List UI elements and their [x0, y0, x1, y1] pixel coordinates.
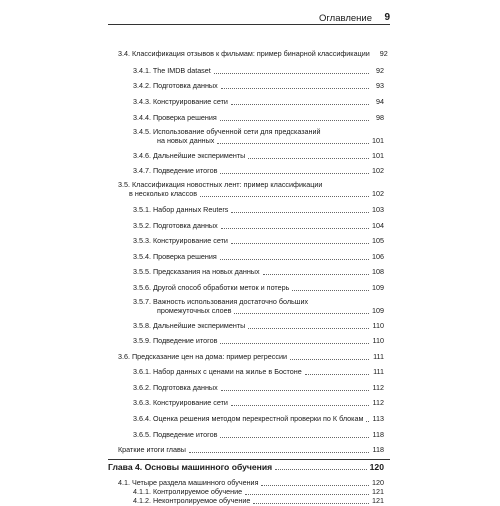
leader-dots	[220, 343, 369, 344]
toc-entry-3-5-7	[157, 307, 384, 316]
toc-label: 3.5.9. Подведение итогов	[133, 336, 218, 345]
toc-entry-3-6-3	[133, 399, 384, 408]
toc-label: 3.4.6. Дальнейшие эксперименты	[133, 151, 246, 160]
toc-entry-3-6-2	[133, 384, 384, 393]
toc-page: 110	[372, 321, 384, 330]
leader-dots	[292, 290, 369, 291]
toc-entry-3-6-5	[133, 431, 384, 440]
toc-page: 102	[372, 189, 384, 198]
leader-dots	[248, 328, 369, 329]
toc-label: 3.4.5. Использование обученной сети для предсказаний	[133, 127, 321, 136]
leader-dots	[263, 274, 369, 275]
toc-chapter-4	[108, 463, 384, 472]
leader-dots	[221, 88, 369, 89]
leader-dots	[217, 143, 369, 144]
toc-label: 3.5.7. Важность использования достаточно больших	[133, 297, 309, 306]
toc-page: 112	[372, 398, 384, 407]
toc-label: 3.6.4. Оценка решения методом перекрестной проверки по К блокам	[133, 414, 364, 423]
toc-label: 3.6.1. Набор данных с ценами на жилье в Бостоне	[133, 367, 302, 376]
leader-dots	[214, 73, 369, 74]
leader-dots	[220, 173, 369, 174]
toc-entry-summary	[118, 446, 384, 455]
toc-entry-3-5-2	[133, 222, 384, 231]
toc-entry-3-4-2	[133, 82, 384, 91]
toc-page: 92	[376, 66, 384, 75]
toc-page: 92	[379, 49, 388, 58]
leader-dots	[231, 212, 369, 213]
toc-entry-3-4-6	[133, 152, 384, 161]
toc-entry-3-4-3	[133, 98, 384, 107]
toc-label: 3.6.2. Подготовка данных	[133, 383, 218, 392]
toc-label: 3.4.3. Конструирование сети	[133, 97, 228, 106]
toc-label: промежуточных слоев	[157, 306, 232, 315]
leader-dots	[231, 405, 369, 406]
toc-page: 111	[373, 352, 384, 361]
toc-page: 112	[372, 383, 384, 392]
toc-label: 3.5.2. Подготовка данных	[133, 221, 218, 230]
toc-page: 113	[372, 414, 384, 423]
toc-page: 101	[372, 136, 384, 145]
toc-label: 3.4.4. Проверка решения	[133, 113, 217, 122]
toc-label: 4.1. Четыре раздела машинного обучения	[118, 478, 259, 487]
toc-page: 109	[372, 283, 384, 292]
toc-page: 118	[372, 445, 384, 454]
leader-dots	[275, 469, 366, 470]
toc-label: 3.5.4. Проверка решения	[133, 252, 217, 261]
toc-label: Краткие итоги главы	[118, 445, 186, 454]
leader-dots	[189, 452, 369, 453]
toc-label: 4.1.1. Контролируемое обучение	[133, 487, 243, 496]
toc-page: 109	[372, 306, 384, 315]
header-page-number: 9	[384, 12, 390, 23]
toc-label: 3.5.6. Другой способ обработки меток и потерь	[133, 283, 290, 292]
leader-dots	[200, 196, 369, 197]
toc-page: 105	[372, 236, 384, 245]
toc-entry-3-6-4	[133, 415, 384, 424]
leader-dots	[220, 259, 369, 260]
toc-entry-3-5	[129, 190, 384, 199]
toc-label: 3.6.3. Конструирование сети	[133, 398, 228, 407]
toc-page: 104	[372, 221, 384, 230]
chapter-divider	[108, 459, 390, 460]
toc-label: 3.4.1. The IMDB dataset	[133, 66, 211, 75]
toc-page: 108	[372, 267, 384, 276]
toc-entry-4-1-2	[133, 497, 384, 506]
leader-dots	[290, 359, 369, 360]
toc-page: 111	[373, 367, 384, 376]
toc-label: 3.6. Предсказание цен на дома: пример регрессии	[118, 352, 288, 361]
toc-label: в несколько классов	[129, 189, 198, 198]
toc-page: 103	[372, 205, 384, 214]
leader-dots	[231, 104, 369, 105]
toc-page: 106	[372, 252, 384, 261]
toc-page: 94	[376, 97, 384, 106]
toc-label: 3.5.3. Конструирование сети	[133, 236, 228, 245]
leader-dots	[234, 313, 369, 314]
leader-dots	[220, 120, 369, 121]
toc-entry-3-5-4	[133, 253, 384, 262]
toc-page: 121	[372, 487, 384, 496]
toc-label: 3.5.5. Предсказания на новых данных	[133, 267, 260, 276]
toc-page: 120	[372, 478, 384, 487]
leader-dots	[221, 228, 369, 229]
toc-entry-3-5-8	[133, 322, 384, 331]
toc-page: 93	[376, 81, 384, 90]
toc-entry-3-4-4	[133, 114, 384, 123]
toc-page: 101	[372, 151, 384, 160]
toc-label: Глава 4. Основы машинного обучения	[108, 462, 273, 472]
leader-dots	[253, 503, 369, 504]
toc-label: 3.4. Классификация отзывов к фильмам: пример бинарной классификации	[118, 49, 370, 58]
toc-entry-3-5-5	[133, 268, 384, 277]
toc-entry-3-4	[118, 49, 388, 59]
toc-entry-3-6	[118, 353, 384, 362]
toc-label: 3.4.7. Подведение итогов	[133, 166, 218, 175]
leader-dots	[245, 494, 369, 495]
toc-entry-3-5-6	[133, 284, 384, 293]
leader-dots	[305, 374, 369, 375]
toc-entry-3-5-9	[133, 337, 384, 346]
toc-label: 3.6.5. Подведение итогов	[133, 430, 218, 439]
toc-page: 118	[372, 430, 384, 439]
toc-label: 3.4.2. Подготовка данных	[133, 81, 218, 90]
toc-label: 4.1.2. Неконтролируемое обучение	[133, 496, 251, 505]
toc-entry-3-4-7	[133, 167, 384, 176]
toc-page: 102	[372, 166, 384, 175]
toc-page: 121	[372, 496, 384, 505]
header-title: Оглавление	[319, 13, 372, 24]
toc-entry-3-5-3	[133, 237, 384, 246]
toc-entry-3-5-1	[133, 206, 384, 215]
leader-dots	[261, 485, 369, 486]
leader-dots	[231, 243, 369, 244]
toc-entry-3-6-1	[133, 368, 384, 377]
toc-label: 3.5.1. Набор данных Reuters	[133, 205, 229, 214]
toc-label: на новых данных	[157, 136, 215, 145]
leader-dots	[221, 390, 369, 391]
toc-entry-3-4-5	[157, 137, 384, 146]
leader-dots	[220, 437, 369, 438]
toc-label: 3.5.8. Дальнейшие эксперименты	[133, 321, 246, 330]
toc-entry-3-4-1	[133, 67, 384, 76]
toc-label: 3.5. Классификация новостных лент: пример классификации	[118, 180, 323, 189]
leader-dots	[366, 421, 369, 422]
toc-page: 120	[369, 462, 384, 472]
toc-page: 110	[372, 336, 384, 345]
leader-dots	[248, 158, 369, 159]
toc-page: 98	[376, 113, 384, 122]
